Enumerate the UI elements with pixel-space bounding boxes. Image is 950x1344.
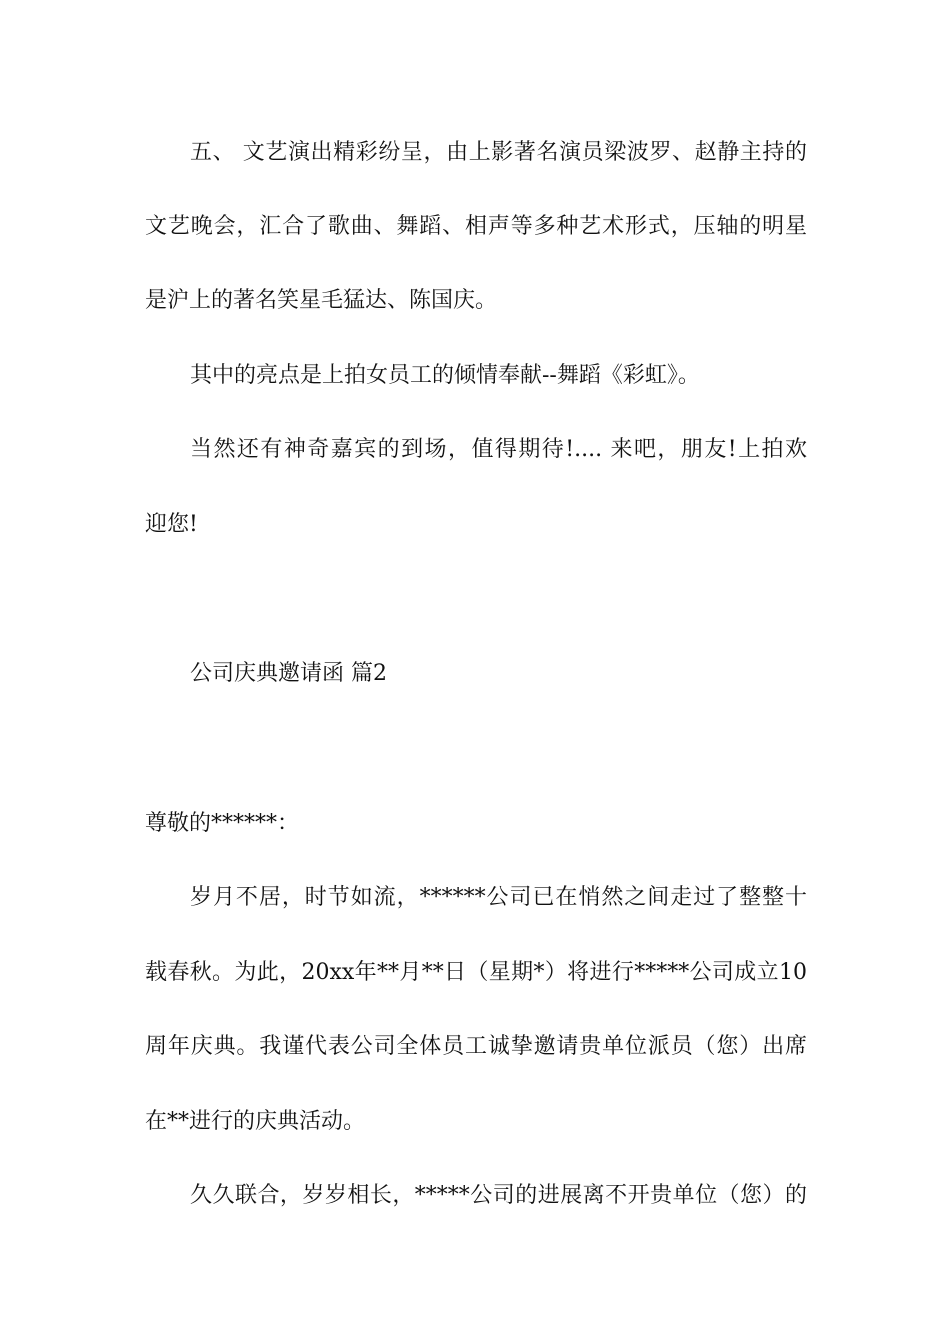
section-heading: 公司庆典邀请函 篇2: [190, 661, 387, 686]
paragraph-line: 迎您!: [145, 512, 198, 537]
paragraph-line: 载春秋。为此，20xx年**月**日（星期*）将进行*****公司成立10: [145, 960, 807, 985]
paragraph-line: 是沪上的著名笑星毛猛达、陈国庆。: [145, 288, 498, 313]
paragraph-line: 五、 文艺演出精彩纷呈，由上影著名演员梁波罗、赵静主持的: [190, 140, 807, 165]
salutation: 尊敬的******：: [145, 811, 300, 836]
paragraph-line: 周年庆典。我谨代表公司全体员工诚挚邀请贵单位派员（您）出席: [145, 1034, 807, 1059]
paragraph-line: 在**进行的庆典活动。: [145, 1109, 366, 1134]
paragraph-line: 久久联合，岁岁相长，*****公司的进展离不开贵单位（您）的: [190, 1183, 807, 1208]
paragraph-line: 当然还有神奇嘉宾的到场，值得期待!.... 来吧，朋友!上拍欢: [190, 437, 807, 462]
paragraph-line: 文艺晚会，汇合了歌曲、舞蹈、相声等多种艺术形式，压轴的明星: [145, 214, 807, 239]
paragraph-line: 岁月不居，时节如流，******公司已在悄然之间走过了整整十: [190, 885, 807, 910]
paragraph-line: 其中的亮点是上拍女员工的倾情奉献--舞蹈《彩虹》。: [190, 363, 700, 388]
